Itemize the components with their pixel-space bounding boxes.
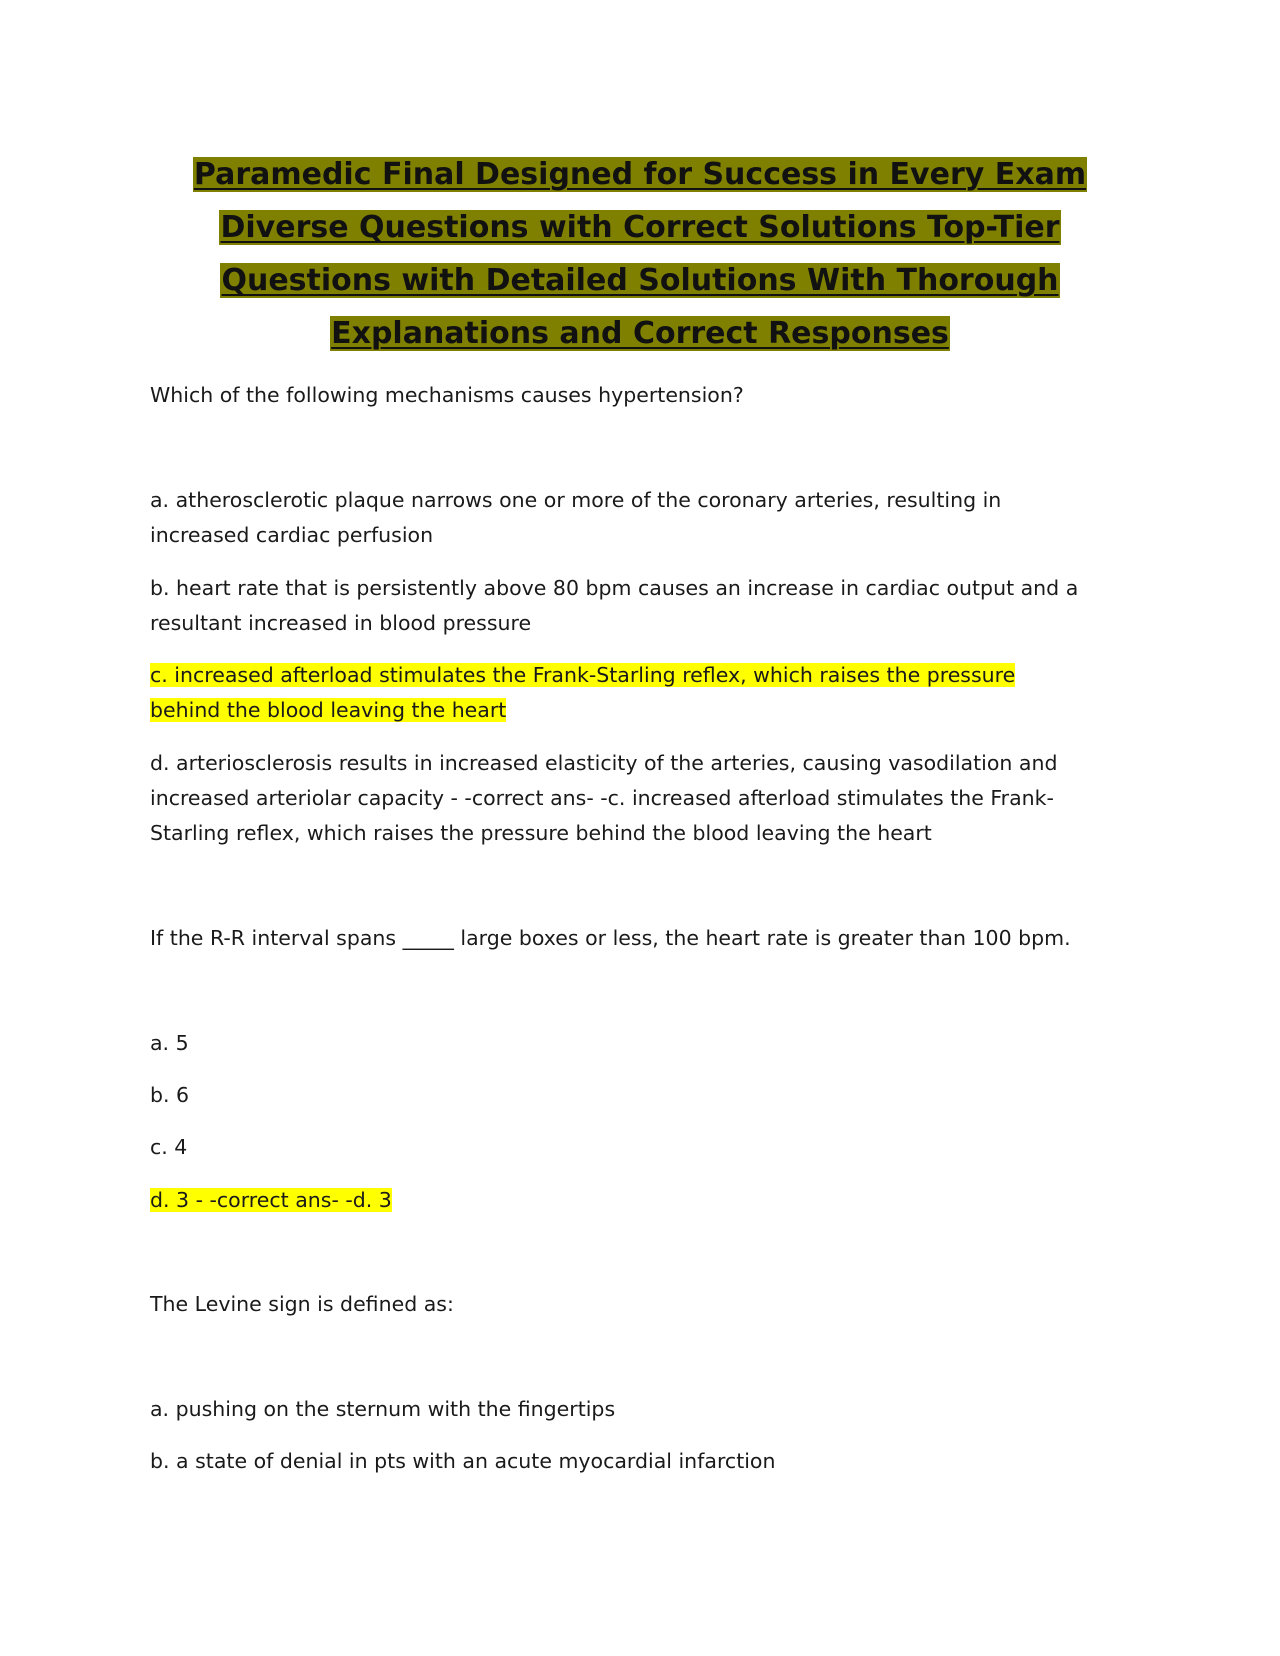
question-1-prompt: Which of the following mechanisms causes hypertension? bbox=[150, 383, 744, 407]
question-2-option-d-correct bbox=[150, 1183, 1130, 1218]
title-line bbox=[150, 148, 1130, 201]
question-3-option-a: a. pushing on the sternum with the fingertips bbox=[150, 1397, 616, 1421]
option-line: resultant increased in blood pressure bbox=[150, 611, 532, 635]
highlighted-answer-line: behind the blood leaving the heart bbox=[150, 698, 507, 722]
title-line bbox=[150, 254, 1130, 307]
question-1-option-c-correct bbox=[150, 658, 1130, 728]
question-1-option-d bbox=[150, 746, 1130, 851]
highlighted-answer-line: d. 3 - -correct ans- -d. 3 bbox=[150, 1188, 392, 1212]
title-line-text: Questions with Detailed Solutions With Thorough bbox=[221, 263, 1059, 298]
question-2-option-b: b. 6 bbox=[150, 1083, 190, 1107]
question-3-option-b: b. a state of denial in pts with an acute myocardial infarction bbox=[150, 1449, 776, 1473]
title-line bbox=[150, 201, 1130, 254]
option-line: d. arteriosclerosis results in increased elasticity of the arteries, causing vasodilation and bbox=[150, 751, 1058, 775]
option-line: b. heart rate that is persistently above 80 bpm causes an increase in cardiac output and a bbox=[150, 576, 1079, 600]
option-line: increased cardiac perfusion bbox=[150, 523, 434, 547]
title-line-text: Explanations and Correct Responses bbox=[331, 316, 949, 351]
highlighted-answer-line: c. increased afterload stimulates the Frank-Starling reflex, which raises the pressure bbox=[150, 663, 1016, 687]
option-line: a. atherosclerotic plaque narrows one or more of the coronary arteries, resulting in bbox=[150, 488, 1002, 512]
title-line-text: Paramedic Final Designed for Success in Every Exam bbox=[193, 157, 1087, 192]
question-2-prompt: If the R-R interval spans _____ large boxes or less, the heart rate is greater than 100 bpm. bbox=[150, 926, 1071, 950]
title-line-text: Diverse Questions with Correct Solutions Top-Tier bbox=[220, 210, 1060, 245]
question-3-prompt: The Levine sign is defined as: bbox=[150, 1292, 454, 1316]
question-2-option-a: a. 5 bbox=[150, 1031, 189, 1055]
document-title bbox=[150, 148, 1130, 360]
option-line: increased arteriolar capacity - -correct ans- -c. increased afterload stimulates the Frank- bbox=[150, 786, 1054, 810]
question-1-option-b bbox=[150, 571, 1130, 641]
question-2-option-c: c. 4 bbox=[150, 1135, 188, 1159]
title-line bbox=[150, 307, 1130, 360]
question-1-option-a bbox=[150, 483, 1130, 553]
option-line: Starling reflex, which raises the pressure behind the blood leaving the heart bbox=[150, 821, 932, 845]
